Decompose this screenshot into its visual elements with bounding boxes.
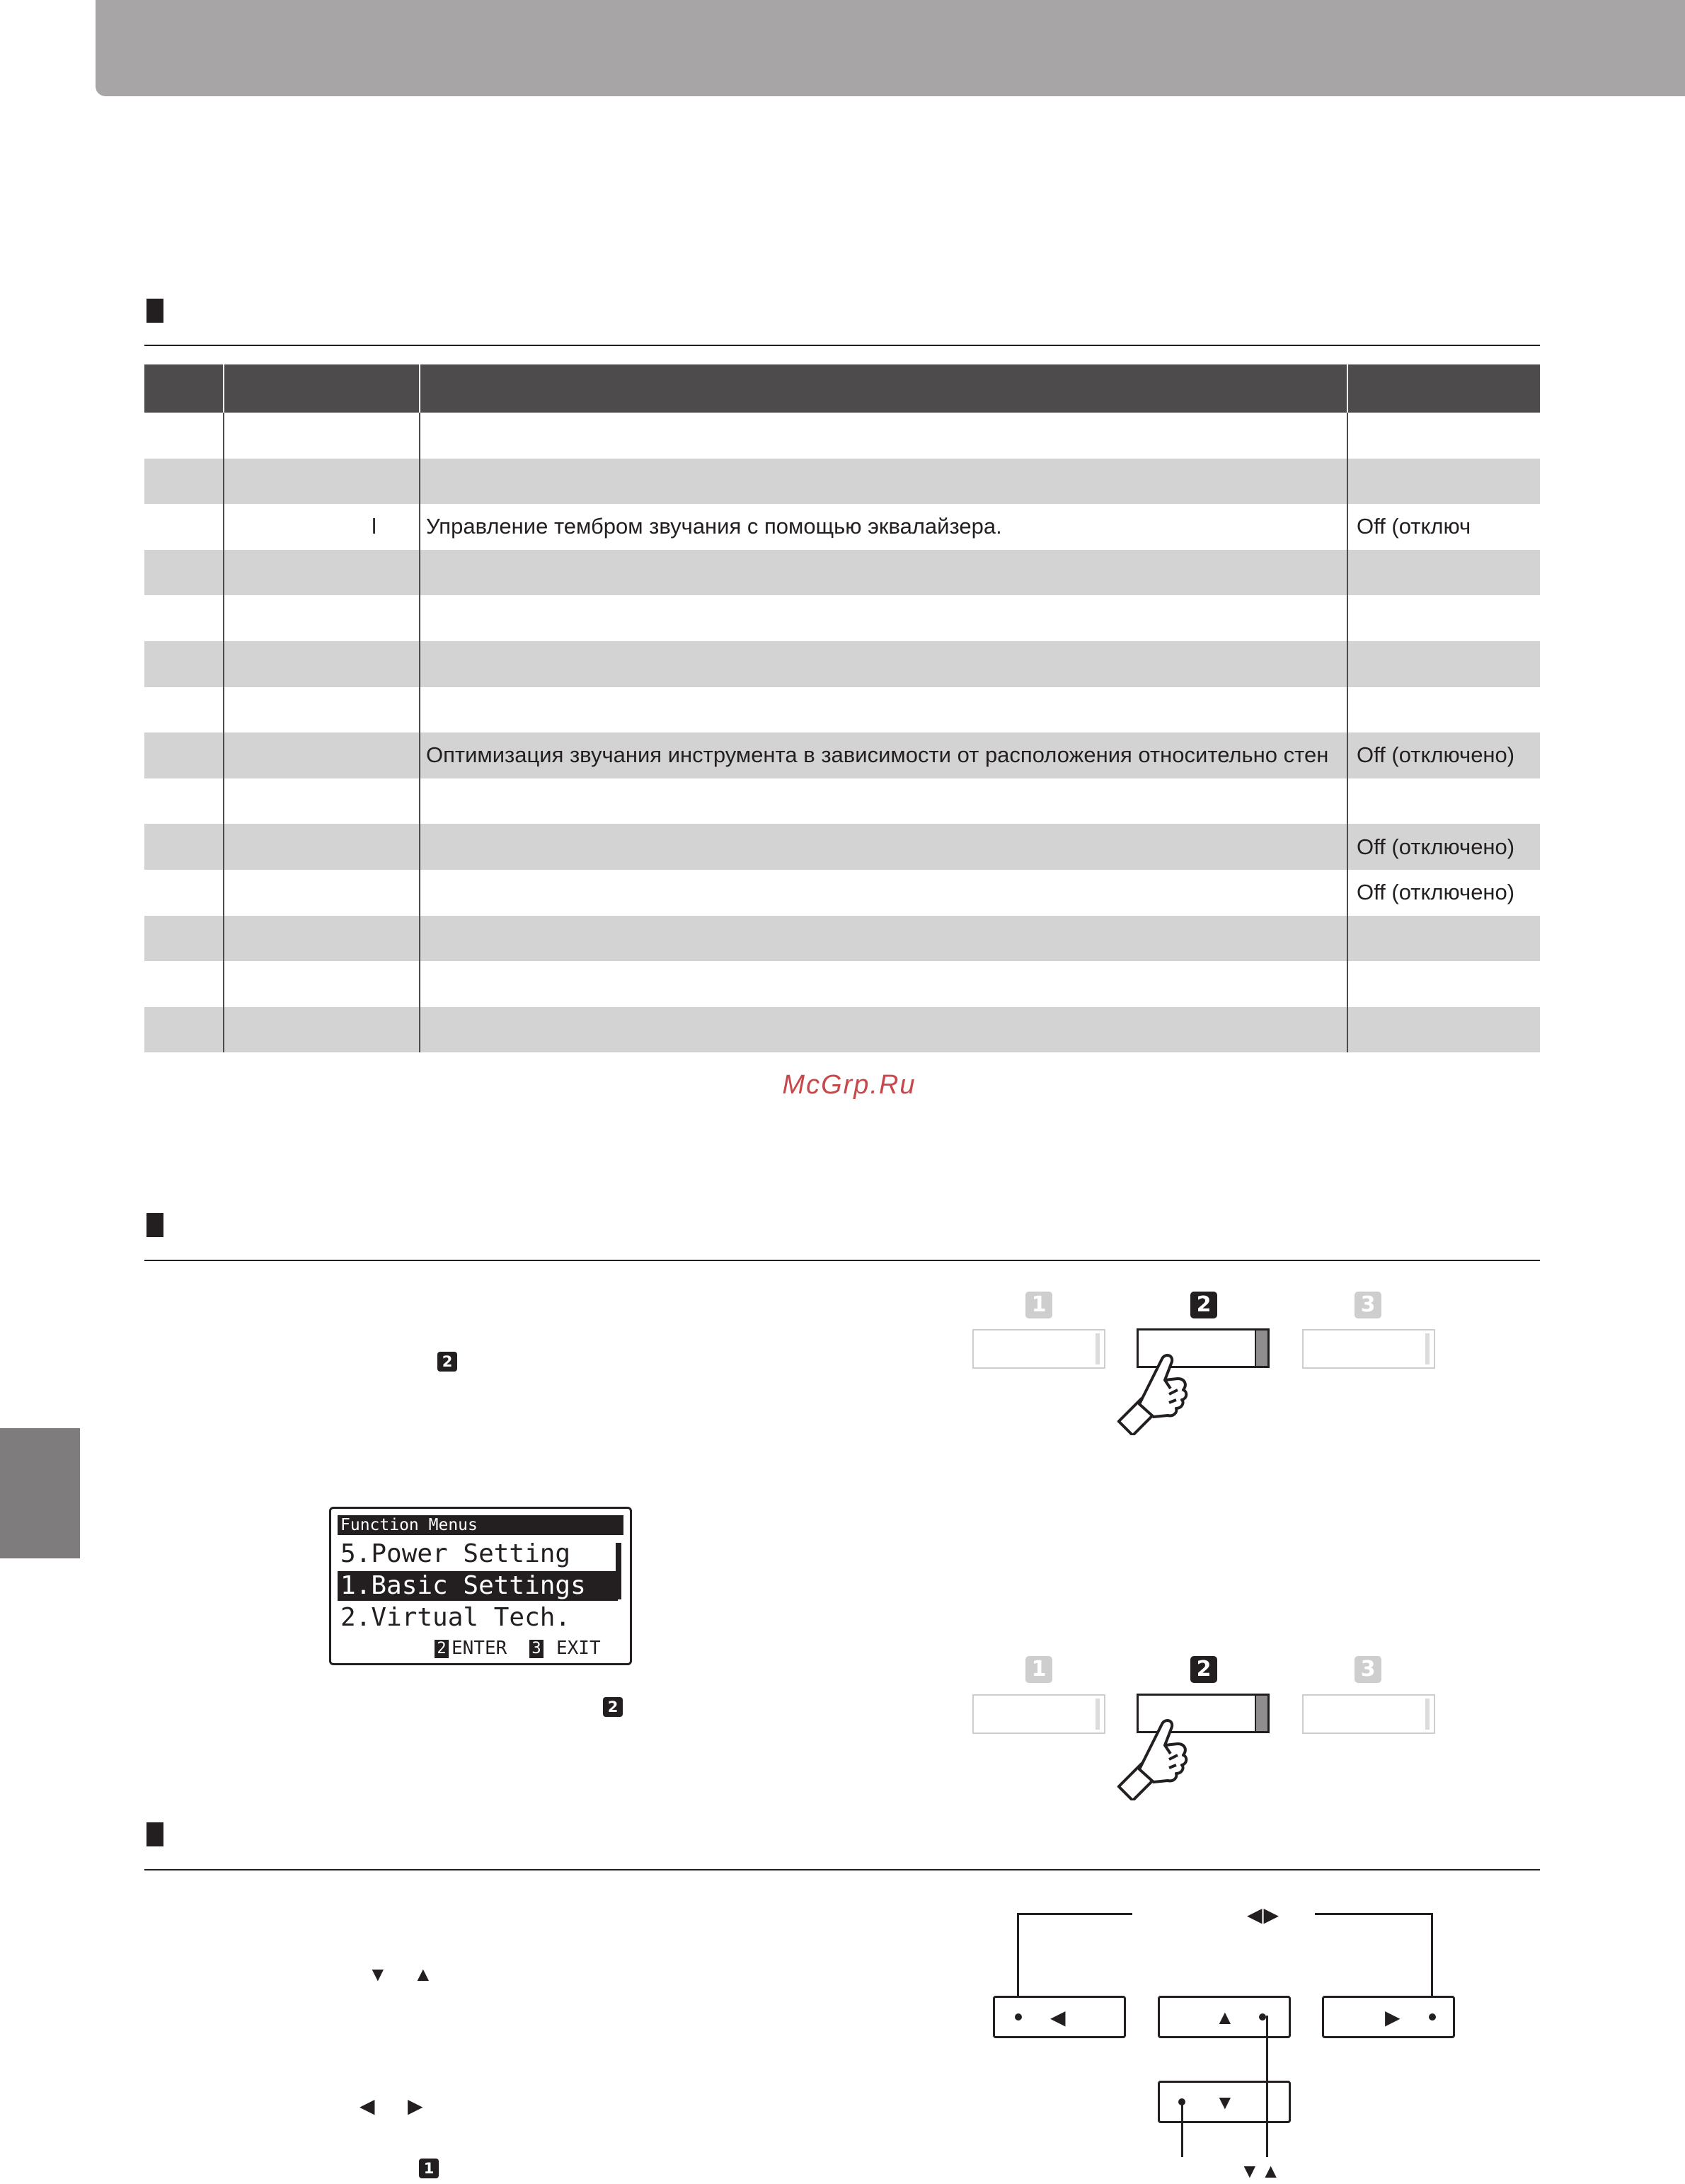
table-body xyxy=(144,413,1540,1052)
table-cell-default xyxy=(1348,961,1540,1007)
table-cell-default xyxy=(1348,778,1540,824)
section-marker-1 xyxy=(146,299,163,323)
function-key-3[interactable] xyxy=(1302,1694,1435,1734)
function-key-3[interactable] xyxy=(1302,1329,1435,1369)
table-row xyxy=(144,961,1540,1007)
table-cell-description xyxy=(420,413,1347,459)
function-key-1[interactable] xyxy=(972,1694,1105,1734)
header-divider xyxy=(419,364,420,413)
settings-table xyxy=(144,364,1540,1052)
table-row xyxy=(144,687,1540,733)
table-row xyxy=(144,413,1540,459)
section-rule-3 xyxy=(144,1869,1540,1870)
lcd-menu-item[interactable]: 5.Power Setting xyxy=(340,1539,571,1568)
table-cell-description xyxy=(420,916,1347,962)
triangle-down-icon: ▼ xyxy=(368,1963,388,1985)
table-cell-name xyxy=(224,459,419,505)
hand-press-icon xyxy=(1112,1701,1197,1800)
table-cell-default: Off (отключено) xyxy=(1357,742,1515,768)
function-key-label-2: 2 xyxy=(1190,1292,1217,1318)
table-cell-description xyxy=(420,778,1347,824)
triangle-right-icon: ▶ xyxy=(408,2095,423,2117)
left-right-label: ◀▶ xyxy=(1247,1904,1281,1926)
table-cell-default: Off (отключено) xyxy=(1357,834,1515,859)
table-cell-description xyxy=(420,459,1347,505)
inline-key-badge: 1 xyxy=(419,2159,439,2178)
table-header xyxy=(144,364,1540,413)
table-row xyxy=(144,550,1540,596)
callout-line xyxy=(1315,1913,1433,1915)
section-marker-2 xyxy=(146,1213,163,1237)
section-rule-1 xyxy=(144,345,1540,346)
table-cell-name xyxy=(224,641,419,687)
lcd-title: Function Menus xyxy=(338,1515,623,1535)
table-cell-default xyxy=(1348,595,1540,641)
callout-line xyxy=(1017,1913,1132,1915)
triangle-down-icon: ▼ xyxy=(1215,2091,1235,2113)
triangle-up-icon: ▲ xyxy=(1215,2006,1235,2028)
table-row xyxy=(144,778,1540,824)
table-cell-name xyxy=(224,1007,419,1053)
triangle-right-icon: ▶ xyxy=(1385,2006,1401,2028)
table-cell-description xyxy=(420,550,1347,596)
table-cell-name xyxy=(224,870,419,916)
table-row xyxy=(144,732,1540,778)
nav-left-button[interactable] xyxy=(993,1996,1126,2038)
table-row xyxy=(144,1007,1540,1053)
table-row xyxy=(144,641,1540,687)
table-cell-description: Оптимизация звучания инструмента в зависимости от расположения относительно стен xyxy=(426,742,1329,768)
chapter-side-tab xyxy=(0,1428,80,1558)
lcd-menu-item[interactable]: 2.Virtual Tech. xyxy=(340,1603,571,1632)
table-cell-description xyxy=(420,595,1347,641)
inline-key-badge: 2 xyxy=(603,1697,623,1717)
function-key-label-2: 2 xyxy=(1190,1656,1217,1683)
table-cell-description xyxy=(420,1007,1347,1053)
lcd-enter-num: 2 xyxy=(435,1640,449,1658)
function-key-label-3: 3 xyxy=(1355,1292,1381,1318)
table-row xyxy=(144,916,1540,962)
table-row xyxy=(144,504,1540,550)
table-cell-name xyxy=(224,732,419,778)
table-row xyxy=(144,870,1540,916)
table-row xyxy=(144,459,1540,505)
table-cell-name xyxy=(224,778,419,824)
function-key-label-1: 1 xyxy=(1025,1292,1052,1318)
table-cell-description: Управление тембром звучания с помощью эквалайзера. xyxy=(426,514,1002,539)
triangle-left-icon: ◀ xyxy=(1050,2006,1066,2028)
table-cell-name xyxy=(224,687,419,733)
table-cell-name xyxy=(224,595,419,641)
table-cell-default: Off (отключ xyxy=(1357,514,1471,539)
lcd-display xyxy=(329,1507,632,1665)
table-cell-name xyxy=(224,824,419,870)
lcd-enter-option xyxy=(435,1638,507,1659)
triangle-up-icon: ▲ xyxy=(413,1963,433,1985)
lcd-exit-label: EXIT xyxy=(556,1638,601,1659)
lcd-menu-item-selected[interactable]: 1.Basic Settings xyxy=(338,1571,618,1601)
table-cell-description xyxy=(420,824,1347,870)
table-cell-name xyxy=(224,550,419,596)
inline-key-badge: 2 xyxy=(437,1352,457,1372)
table-cell-default xyxy=(1348,641,1540,687)
table-cell-name: l xyxy=(372,514,376,539)
table-cell-default xyxy=(1348,413,1540,459)
section-marker-3 xyxy=(146,1822,163,1846)
watermark-text: McGrp.Ru xyxy=(782,1070,916,1100)
lcd-exit-num: 3 xyxy=(529,1640,544,1658)
table-cell-default xyxy=(1348,459,1540,505)
section-rule-2 xyxy=(144,1260,1540,1261)
lcd-scrollbar xyxy=(616,1543,621,1599)
table-row xyxy=(144,595,1540,641)
triangle-left-icon: ◀ xyxy=(360,2095,375,2117)
page-header-bar xyxy=(96,0,1685,96)
table-cell-description xyxy=(420,870,1347,916)
table-cell-name xyxy=(224,413,419,459)
lcd-exit-option xyxy=(529,1638,601,1659)
table-cell-default xyxy=(1348,550,1540,596)
down-up-label: ▼▲ xyxy=(1240,2160,1282,2182)
callout-line xyxy=(1181,2100,1183,2157)
hand-press-icon xyxy=(1112,1336,1197,1435)
nav-down-button[interactable] xyxy=(1158,2081,1291,2123)
table-row xyxy=(144,824,1540,870)
table-cell-name xyxy=(224,916,419,962)
table-cell-description xyxy=(420,961,1347,1007)
table-cell-description xyxy=(420,687,1347,733)
lcd-enter-label: ENTER xyxy=(452,1638,507,1659)
table-cell-default xyxy=(1348,1007,1540,1053)
table-cell-default xyxy=(1348,687,1540,733)
header-divider xyxy=(1347,364,1348,413)
nav-right-button[interactable] xyxy=(1322,1996,1455,2038)
table-cell-description xyxy=(420,641,1347,687)
function-key-1[interactable] xyxy=(972,1329,1105,1369)
callout-line xyxy=(1266,2016,1268,2157)
table-cell-default xyxy=(1348,916,1540,962)
function-key-label-3: 3 xyxy=(1355,1656,1381,1683)
nav-up-button[interactable] xyxy=(1158,1996,1291,2038)
table-cell-name xyxy=(224,961,419,1007)
header-divider xyxy=(223,364,224,413)
function-key-label-1: 1 xyxy=(1025,1656,1052,1683)
table-cell-default: Off (отключено) xyxy=(1357,880,1515,905)
